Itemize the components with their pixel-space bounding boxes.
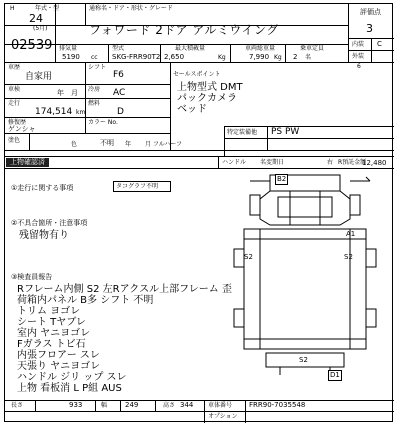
length-label: 長さ: [11, 402, 24, 409]
inspector-note-line: Fガラス トビ石: [17, 339, 86, 350]
handle-label: ハンドル: [222, 159, 247, 166]
equipment-value: PS PW: [271, 127, 300, 137]
section2-value: 残留物有り: [19, 230, 69, 241]
load-label: 最大積載量: [175, 45, 206, 52]
cab-outline: [250, 175, 360, 225]
length-value: 933: [69, 401, 83, 409]
gross-unit: Kg: [274, 54, 282, 61]
load-value: 2,650: [164, 53, 185, 61]
paint-label: 塗色: [8, 137, 21, 144]
seats-label: 乗車定員: [300, 45, 325, 52]
shift-label: シフト: [88, 64, 107, 71]
gross-value: 7,990: [249, 53, 270, 61]
inspector-note-line: シート Tヤブレ: [17, 317, 86, 328]
height-label: 高さ: [163, 402, 176, 409]
damage-mark: B2: [277, 175, 287, 183]
paint-year: 年: [125, 141, 132, 148]
year-value: 24: [29, 12, 43, 25]
inspector-note-line: Rフレーム内側 S2 左Rアクスル上部フレーム 歪: [17, 284, 232, 295]
usage-value: 自家用: [25, 72, 53, 82]
interior-label: 内装: [352, 41, 365, 48]
paint-sub: 色: [71, 141, 78, 148]
damage-mark: S2: [244, 253, 253, 261]
selling-point-1: 上物型式 DMT: [177, 82, 243, 93]
name-label: 通称名・ドア・形状・グレード: [89, 5, 173, 12]
expiry-month: 月: [71, 89, 78, 97]
mileage-value: 174,514: [35, 107, 73, 117]
vehicle-damage-diagram: [230, 169, 392, 384]
recycle-value: 12,480: [362, 159, 387, 167]
recycle-label: R預託金額: [338, 159, 367, 166]
inspector-note-line: 上物 看板消 L P組 AUS: [17, 383, 122, 394]
paint-unknown: 不明: [100, 139, 114, 147]
displacement-value: 5190: [62, 53, 80, 61]
damage-mark: A1: [346, 230, 356, 238]
score-label: 評価点: [360, 8, 381, 16]
mileage-label: 走行: [8, 100, 21, 107]
shift-value: F6: [113, 70, 124, 80]
model-value: SKG-FRR90T2: [112, 53, 161, 61]
damage-mark: S2: [299, 356, 308, 364]
chassis-value: FRR90-7035548: [249, 401, 306, 409]
usage-label: 車歴: [8, 64, 21, 71]
ac-value: AC: [113, 88, 126, 98]
year-sub: (5月): [33, 25, 48, 32]
tacho-label: タコグラフ不明: [116, 183, 159, 190]
selling-point-3: ベッド: [177, 104, 207, 115]
year-label: 年式・型: [35, 5, 60, 12]
inspection-value: 6: [357, 63, 361, 70]
vehicle-name: フォワード 2ドア アルミウイング: [89, 23, 279, 37]
diagram-arrow: [250, 177, 370, 181]
inspector-note-line: 室内 ヤニヨゴレ: [17, 328, 91, 339]
name-change-label: 名変期日: [260, 159, 285, 166]
expiry-label: 車検: [8, 86, 21, 93]
history-value: ゲンシャ: [8, 125, 36, 133]
gross-label: 車両総重量: [245, 45, 276, 52]
interior-value: C: [377, 40, 382, 48]
selling-point-2: パックカメラ: [177, 93, 237, 104]
history-label: 修復歴: [8, 119, 27, 126]
seats-value: 2: [293, 53, 298, 61]
height-value: 344: [180, 401, 194, 409]
cargo-box-outline: [234, 229, 376, 349]
equipment-label: 特定装備他: [227, 129, 258, 136]
handle-right: 右: [327, 159, 334, 166]
damage-mark: D1: [330, 371, 340, 379]
chassis-label: 車体番号: [208, 402, 233, 409]
auction-sheet: [4, 3, 393, 422]
score-value: 3: [366, 22, 373, 35]
load-unit: Kg: [218, 54, 226, 61]
confirmed-band: 上物確認済: [6, 158, 49, 167]
section1-label: ①走行に関する事項: [11, 184, 74, 192]
fuel-value: D: [117, 107, 124, 117]
year-era: H: [10, 5, 15, 12]
exterior-label: 外装: [352, 53, 365, 60]
displacement-unit: cc: [91, 54, 98, 61]
damage-mark: S2: [344, 253, 353, 261]
expiry-year: 年: [57, 89, 64, 97]
inspector-note-line: 天張り ヤニヨゴレ: [17, 361, 101, 372]
fuel-label: 燃料: [88, 100, 101, 107]
section2-label: ②不具合箇所・注意事項: [11, 219, 88, 227]
lot-number: 02539: [11, 38, 53, 53]
options-label: オプション: [208, 413, 238, 420]
mileage-unit: km: [76, 109, 86, 116]
inspector-note-line: トリム ヨゴレ: [17, 306, 81, 317]
width-label: 幅: [101, 402, 108, 409]
width-value: 249: [125, 401, 139, 409]
displacement-label: 排気量: [59, 45, 78, 52]
section3-label: ③検査員報告: [11, 273, 53, 281]
ac-label: 冷房: [88, 86, 101, 93]
model-label: 型式: [112, 45, 125, 52]
inspector-note-line: ハンドル ジリ ップ スレ: [17, 372, 127, 383]
paint-full: 月 フルハーフ: [145, 141, 182, 148]
inspector-note-line: 荷箱内パネル B多 シフト 不明: [17, 295, 154, 306]
inspector-note-line: 内張フロアー スレ: [17, 350, 100, 361]
selling-points-label: セールスポイント: [173, 71, 221, 78]
color-label: カラー No.: [88, 119, 118, 126]
seats-unit: 名: [305, 54, 312, 61]
